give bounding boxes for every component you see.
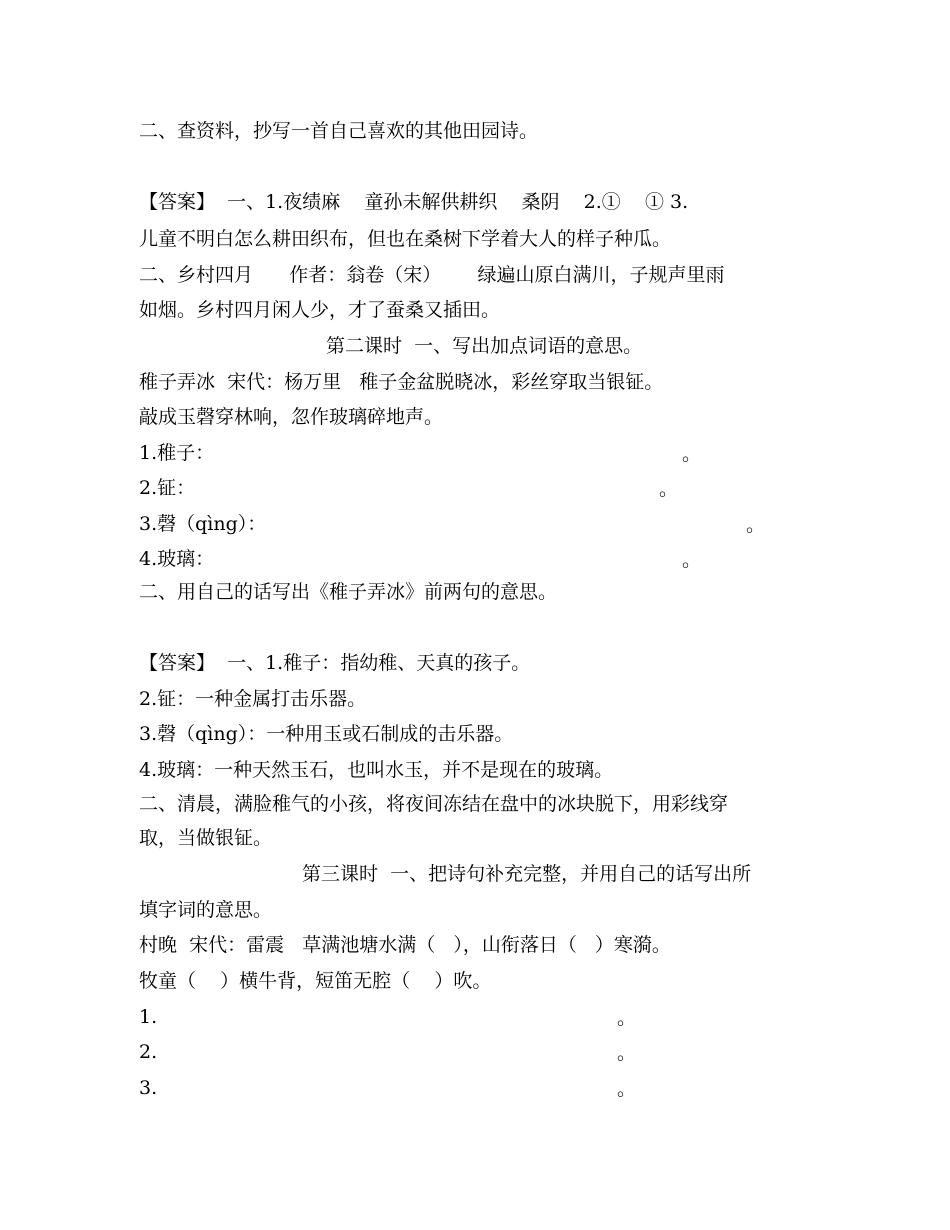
question-item: 2.钲： [139, 477, 196, 499]
answer-line: 儿童不明白怎么耕田织布，但也在桑树下学着大人的样子种瓜。 [139, 228, 672, 250]
answer-line: 2.钲：一种金属打击乐器。 [139, 688, 367, 710]
answer-line: 4.玻璃：一种天然玉石，也叫水玉，并不是现在的玻璃。 [139, 759, 614, 781]
blank-end-mark: 。 [617, 1078, 637, 1100]
blank-end-mark: 。 [746, 514, 766, 536]
question-item: 3.磬（qìng）： [139, 513, 267, 535]
poem-line: 村晚 宋代：雷震 草满池塘水满（ ），山衔落日（ ）寒漪。 [139, 934, 671, 956]
question-item: 二、用自己的话写出《稚子弄冰》前两句的意思。 [139, 581, 558, 603]
blank-end-mark: 。 [682, 443, 702, 465]
answer-line: 取，当做银钲。 [139, 827, 273, 849]
answer-line: 3.磬（qìng）：一种用玉或石制成的击乐器。 [139, 723, 514, 745]
answer-line: 【答案】 一、1.稚子：指幼稚、天真的孩子。 [139, 652, 531, 674]
question-item: 1.稚子： [139, 442, 215, 464]
answer-line: 二、清晨，满脸稚气的小孩，将夜间冻结在盘中的冰块脱下，用彩线穿 [139, 793, 729, 815]
exercise-heading: 二、查资料，抄写一首自己喜欢的其他田园诗。 [139, 120, 539, 142]
blank-end-mark: 。 [682, 549, 702, 571]
blank-end-mark: 。 [617, 1007, 637, 1029]
question-item: 1. [139, 1006, 158, 1028]
answer-line: 如烟。乡村四月闲人少，才了蚕桑又插田。 [139, 299, 501, 321]
question-item: 3. [139, 1077, 158, 1099]
lesson-heading: 第三课时 一、把诗句补充完整，并用自己的话写出所 [302, 863, 752, 885]
lesson-heading-continued: 填字词的意思。 [139, 899, 273, 921]
poem-line: 敲成玉磬穿林响，忽作玻璃碎地声。 [139, 406, 444, 428]
blank-end-mark: 。 [659, 478, 679, 500]
answer-line: 【答案】 一、1.夜绩麻 童孙未解供耕织 桑阴 2.① ① 3. [139, 191, 689, 213]
poem-line: 稚子弄冰 宋代：杨万里 稚子金盆脱晓冰，彩丝穿取当银钲。 [139, 371, 664, 393]
lesson-heading: 第二课时 一、写出加点词语的意思。 [326, 335, 643, 357]
question-item: 4.玻璃： [139, 548, 215, 570]
blank-end-mark: 。 [617, 1042, 637, 1064]
question-item: 2. [139, 1041, 158, 1063]
poem-line: 牧童（ ）横牛背，短笛无腔（ ）吹。 [139, 970, 492, 992]
answer-line: 二、乡村四月 作者：翁卷（宋） 绿遍山原白满川，子规声里雨 [139, 264, 725, 286]
